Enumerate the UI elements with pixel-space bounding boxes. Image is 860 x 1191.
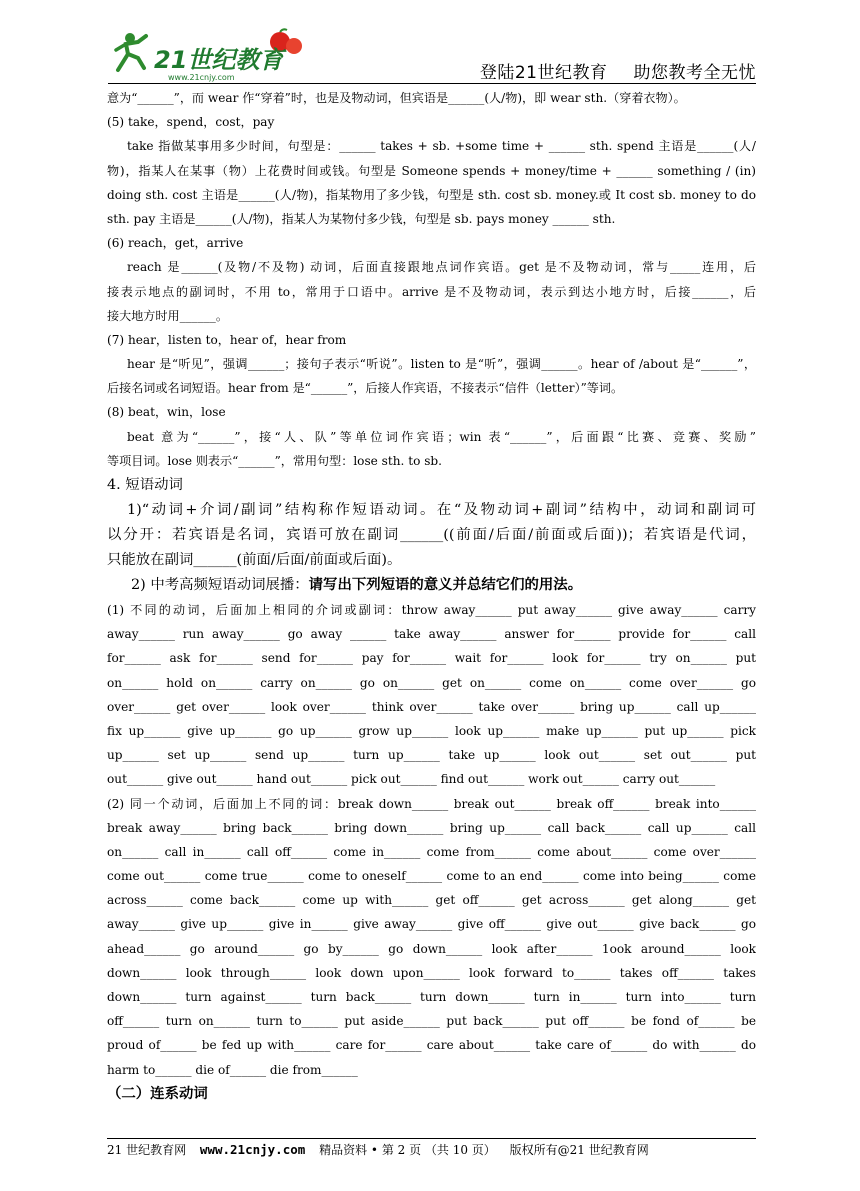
phrase-line: for______ ask for______ send for______ pay for______ wait for______ look for______ try on______ put xyxy=(107,651,756,666)
page-content xyxy=(107,86,756,1107)
phrase-line: across______ come back______ come up with______ get off______ get across______ get along______ get xyxy=(107,893,756,908)
phrase-line: up______ set up______ send up______ turn up______ take up______ look out______ set out______ put xyxy=(107,748,756,763)
page-footer xyxy=(107,1138,756,1165)
subsection-title: (5) take，spend，cost，pay xyxy=(107,115,275,130)
text-line: 等项目词。lose 则表示“______”，常用句型：lose sth. to sb. xyxy=(107,453,442,468)
slogan-right: 助您教考全无忧 xyxy=(633,63,756,83)
phrase-line: (2) 同一个动词，后面加上不同的词：break down______ break out______ break off______ break into______ xyxy=(107,796,756,811)
list-intro: 2) 中考高频短语动词展播： xyxy=(131,577,309,593)
footer-copyright: 版权所有@21 世纪教育网 xyxy=(509,1143,649,1157)
phrase-line: over______ get over______ look over______ think over______ take over______ bring up______ call up______ xyxy=(107,699,756,714)
section-title: 4. 短语动词 xyxy=(107,477,183,493)
text-line: take 指做某事用多少时间，句型是：______ takes + sb. +some time + ______ sth. spend 主语是______(人/ xyxy=(127,139,756,154)
text-line: 接大地方时用______。 xyxy=(107,308,228,323)
logo-url: www.21cnjy.com xyxy=(168,73,235,82)
phrase-line: out______ give out______ hand out______ pick out______ find out______ work out______ carry out______ xyxy=(107,772,716,787)
logo-text: 21世纪教育 xyxy=(154,46,284,74)
phrase-line: away______ run away______ go away ______ take away______ answer for______ provide for______ call xyxy=(107,627,756,642)
phrase-line: away______ give up______ give in______ give away______ give off______ give out______ give back______ go xyxy=(107,917,756,932)
phrase-line: down______ look through______ look down upon______ look forward to______ takes off______ takes xyxy=(107,965,756,980)
logo-graphic xyxy=(108,28,308,82)
text-line: reach 是______(及物/不及物) 动词，后面直接跟地点词作宾语。get 是不及物动词，常与_____连用，后 xyxy=(127,260,756,275)
phrase-line: off______ turn on______ turn to______ put aside______ put back______ put off______ be fond of______ be xyxy=(107,1014,756,1029)
paragraph-line: 1)“动词+介词/副词”结构称作短语动词。在“及物动词+副词”结构中，动词和副词可 xyxy=(127,502,756,518)
phrase-line: down______ turn against______ turn back______ turn down______ turn in______ turn into______ turn xyxy=(107,990,756,1004)
phrase-line: come out______ come true______ come to oneself______ come to an end______ come into being______ come xyxy=(107,869,756,884)
site-logo[interactable] xyxy=(108,28,308,82)
phrase-line: on______ call in______ call off______ come in______ come from______ come about______ come over______ xyxy=(107,844,756,859)
section-heading: （二）连系动词 xyxy=(107,1085,208,1102)
paragraph-line: 只能放在副词______(前面/后面/前面或后面)。 xyxy=(107,552,402,568)
text-line: sth. pay 主语是______(人/物)，指某人为某物付多少钱，句型是 sb. pays money ______ sth. xyxy=(107,211,616,226)
subsection-title: (7) hear，listen to，hear of，hear from xyxy=(107,332,347,347)
header-rule xyxy=(108,83,756,84)
phrase-line: break away______ bring back______ bring down______ bring up______ call back______ call up______ call xyxy=(107,820,756,835)
footer-site-link[interactable]: www.21cnjy.com xyxy=(199,1142,306,1157)
text-line: 意为“______”，而 wear 作“穿着”时，也是及物动词，但宾语是______(人/物)，即 wear sth.（穿着衣物）。 xyxy=(107,91,686,105)
text-line: 物)，指某人在某事（物）上花费时间或钱。句型是 Someone spends + money/time + ______ something / (in) xyxy=(107,163,756,178)
paragraph-line xyxy=(107,573,756,598)
text-line: hear 是“听见”，强调______；接句子表示“听说”。listen to 是“听”，强调______。hear of /about 是“______”， xyxy=(127,357,756,372)
subsection-title: (6) reach，get，arrive xyxy=(107,236,244,251)
subsection-title: (8) beat，win，lose xyxy=(107,405,226,420)
phrase-line: ahead______ go around______ go by______ go down______ look after______ 1ook around______ look xyxy=(107,941,756,956)
text-line: 接表示地点的副词时，不用 to，常用于口语中。arrive 是不及物动词，表示到达小地方时，后接______，后 xyxy=(107,284,756,299)
text-line: beat 意为“______”，接“人、队”等单位词作宾语；win 表“______”，后面跟“比赛、竞赛、奖励” xyxy=(127,429,756,444)
phrase-line: harm to______ die of______ die from______ xyxy=(107,1062,358,1077)
phrase-line: proud of______ be fed up with______ care for______ care about______ take care of______ do with______ do xyxy=(107,1038,756,1053)
slogan-left: 登陆21世纪教育 xyxy=(479,63,608,83)
footer-page-info: 精品资料 • 第 2 页 （共 10 页） xyxy=(319,1143,496,1157)
paragraph-line: 以分开：若宾语是名词，宾语可放在副词______((前面/后面/前面或后面))；若宾语是代词， xyxy=(107,527,756,543)
footer-site-name: 21 世纪教育网 xyxy=(107,1143,187,1157)
phrase-line: fix up______ give up______ go up______ grow up______ look up______ make up______ put up______ pick xyxy=(107,723,756,738)
text-line: 后接名词或名词短语。hear from 是“______”，后接人作宾语，不接表示“信件（letter）”等词。 xyxy=(107,381,624,396)
instruction-text: 请写出下列短语的意义并总结它们的用法。 xyxy=(308,577,583,593)
header-slogan xyxy=(480,58,756,83)
text-line: doing sth. cost 主语是______(人/物)，指某物用了多少钱，句型是 sth. cost sb. money.或 It cost sb. money to do xyxy=(107,187,756,202)
page-header xyxy=(108,28,756,84)
phrase-line: (1) 不同的动词，后面加上相同的介词或副词：throw away______ put away______ give away______ carry xyxy=(107,603,756,617)
phrase-line: on______ hold on______ carry on______ go on______ get on______ come on______ come over______ go xyxy=(107,675,756,690)
